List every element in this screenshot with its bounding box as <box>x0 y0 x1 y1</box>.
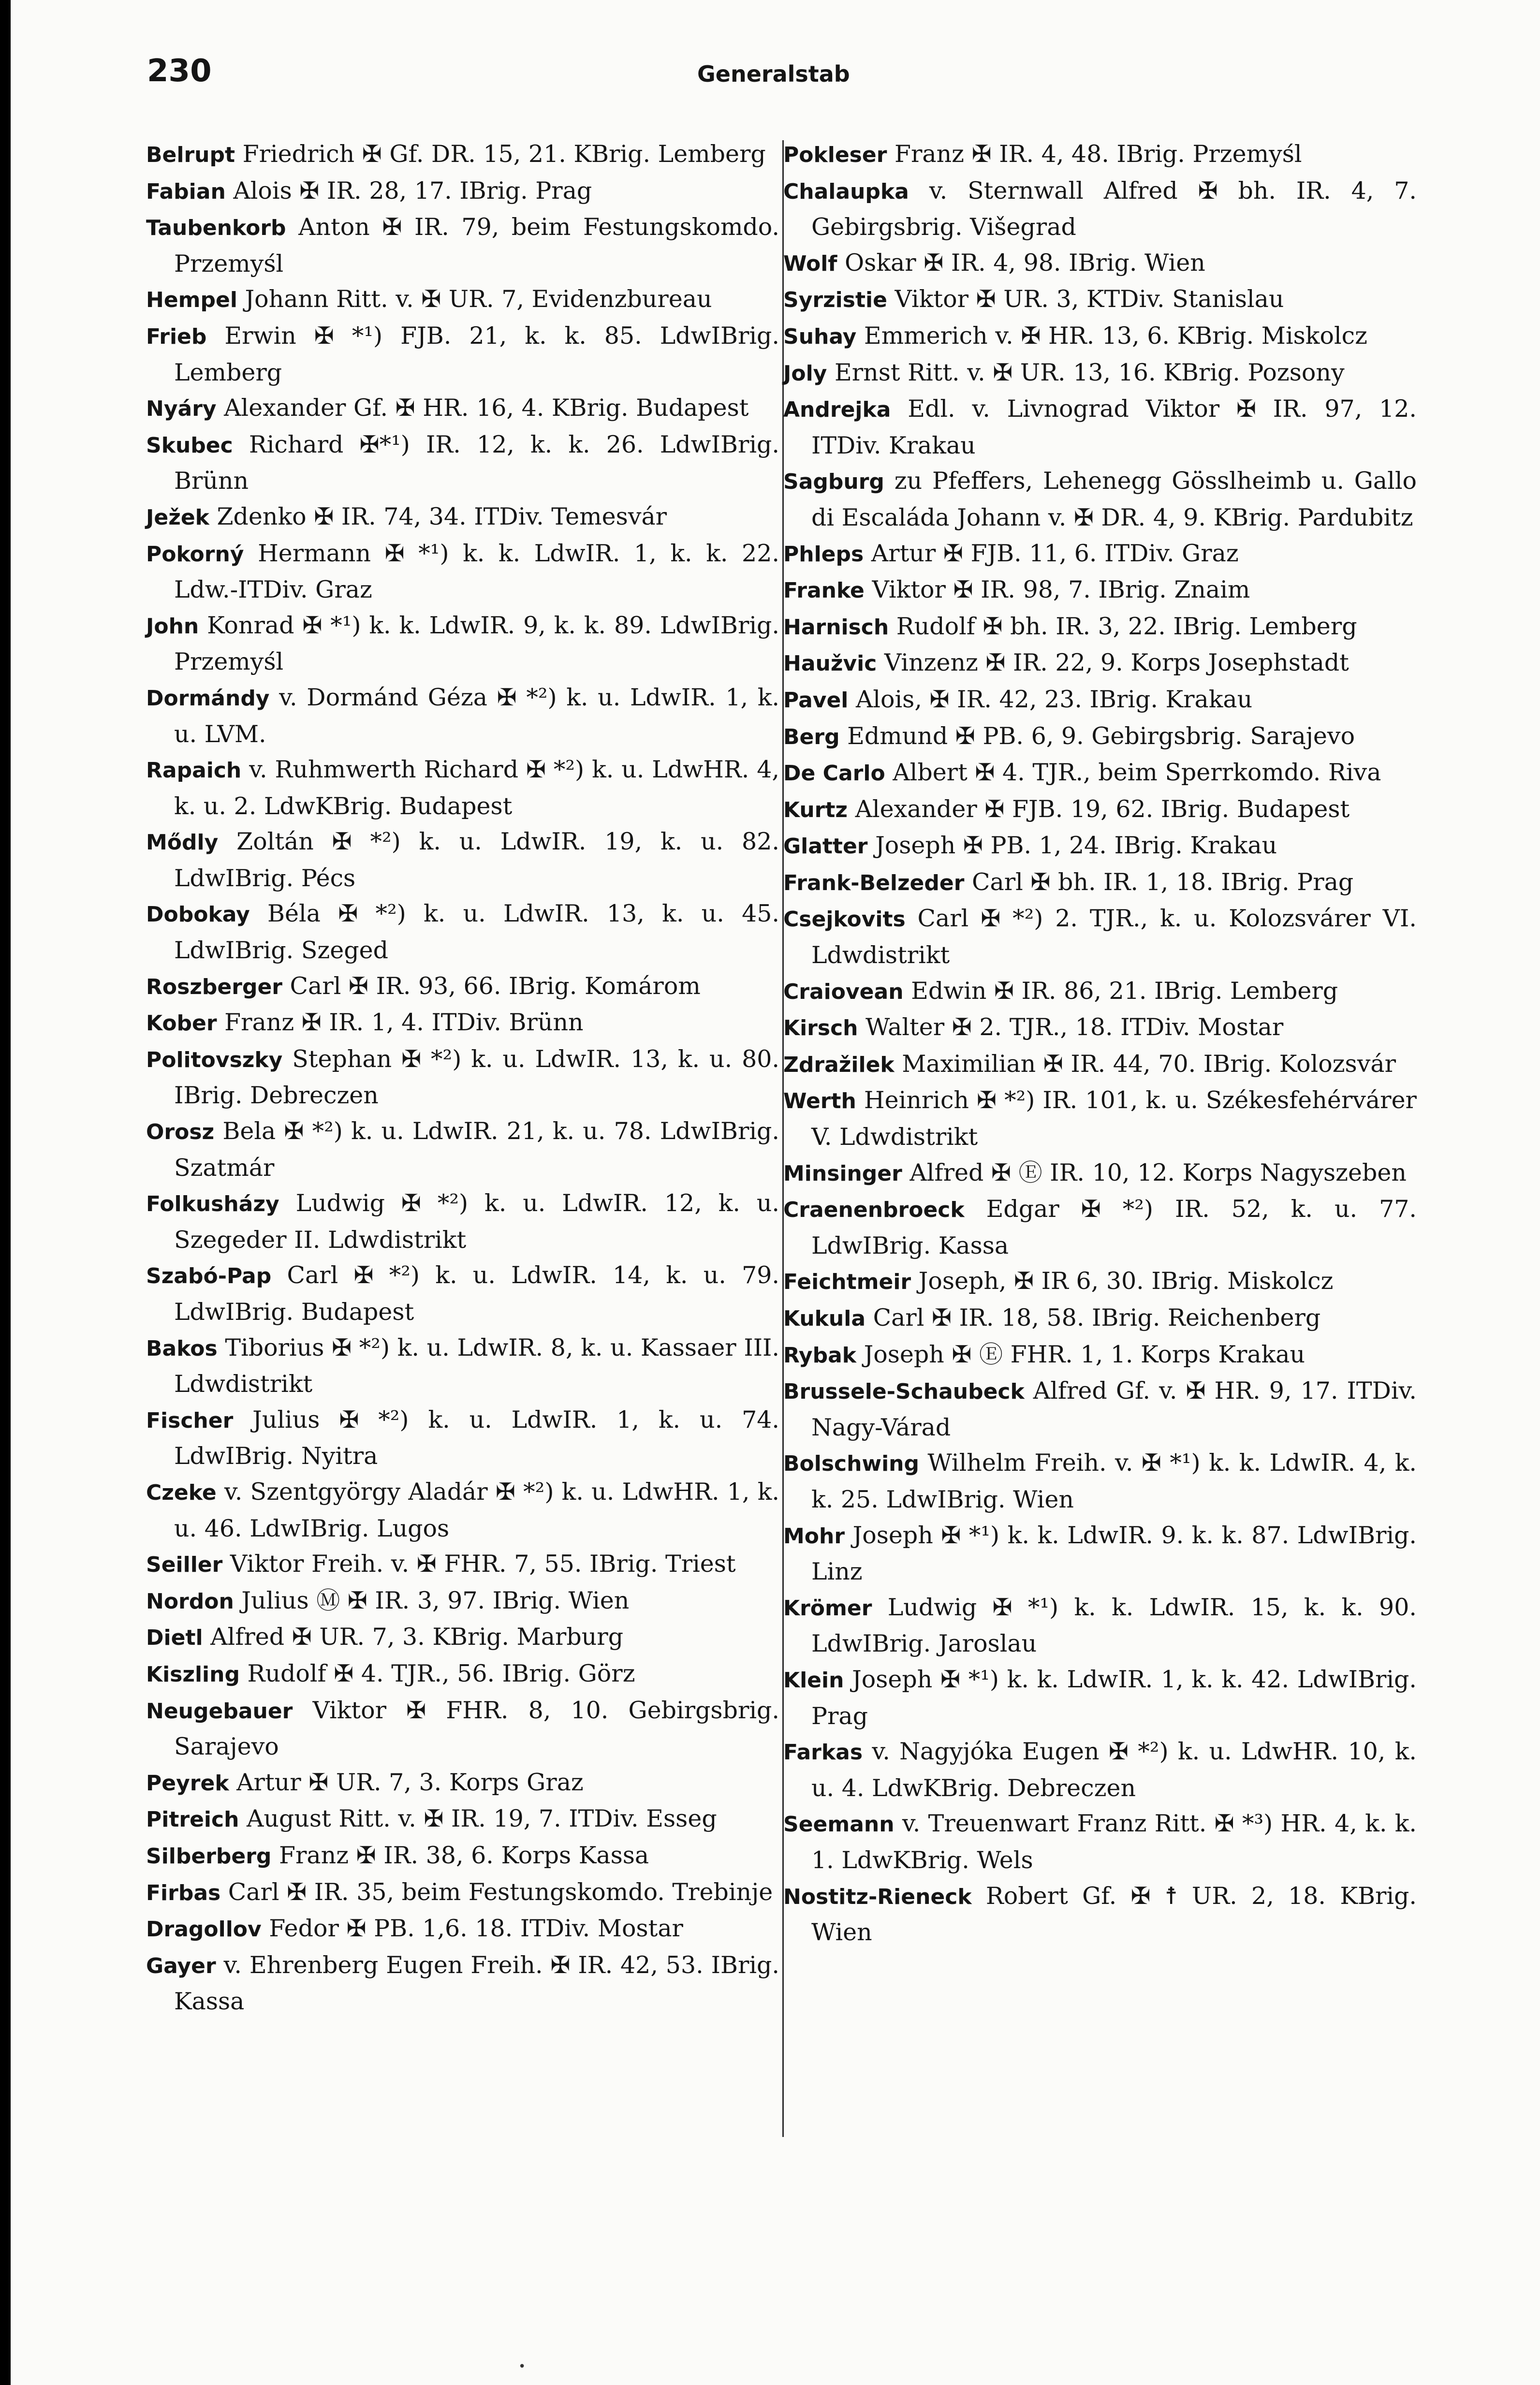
entry-text: Edwin ✠ IR. 86, 21. IBrig. Lemberg <box>903 977 1338 1005</box>
entry-name: Gayer <box>146 1953 216 1978</box>
entry-text: Carl ✠ IR. 93, 66. IBrig. Komárom <box>282 972 701 1000</box>
entry <box>783 1010 1417 1046</box>
page-number: 230 <box>147 53 212 89</box>
entry <box>146 1838 779 1874</box>
entry <box>146 136 779 173</box>
entry-text: Ludwig ✠ *²) k. u. LdwIR. 12, k. u. Szegeder II. Ldwdistrikt <box>174 1189 779 1254</box>
entry-text: Konrad ✠ *¹) k. k. LdwIR. 9, k. k. 89. LdwIBrig. Przemyśl <box>174 611 779 676</box>
entry-text: Rudolf ✠ 4. TJR., 56. IBrig. Görz <box>239 1659 635 1687</box>
entry-name: Fabian <box>146 179 226 204</box>
entry-text: Emmerich v. ✠ HR. 13, 6. KBrig. Miskolcz <box>856 322 1367 350</box>
entry-text: Albert ✠ 4. TJR., beim Sperrkomdo. Riva <box>885 759 1381 787</box>
entry-text: August Ritt. v. ✠ IR. 19, 7. ITDiv. Esseg <box>239 1805 717 1833</box>
entry <box>783 609 1417 645</box>
entry-name: Peyrek <box>146 1770 229 1796</box>
entry <box>783 536 1417 572</box>
entry-text: Walter ✠ 2. TJR., 18. ITDiv. Mostar <box>858 1013 1284 1041</box>
entry-name: Phleps <box>783 541 864 567</box>
entry-name: Frieb <box>146 324 207 349</box>
entry-name: Harnisch <box>783 615 889 640</box>
entry <box>783 1191 1417 1263</box>
entry-text: Viktor ✠ FHR. 8, 10. Gebirgsbrig. Sarajevo <box>174 1696 779 1761</box>
entry <box>146 824 779 896</box>
entry-text: Joseph ✠ *¹) k. k. LdwIR. 9. k. k. 87. LdwIBrig. Linz <box>811 1521 1417 1586</box>
entry-name: Werth <box>783 1089 856 1114</box>
entry <box>146 1801 779 1838</box>
entry <box>146 1005 779 1041</box>
entry <box>783 973 1417 1010</box>
entry-text: Oskar ✠ IR. 4, 98. IBrig. Wien <box>837 249 1205 277</box>
entry-name: Kurtz <box>783 797 848 822</box>
entry <box>146 499 779 536</box>
entry-text: Franz ✠ IR. 4, 48. IBrig. Przemyśl <box>887 140 1302 168</box>
entry <box>146 608 779 680</box>
entry-name: Nordon <box>146 1589 234 1614</box>
entry-name: Andrejka <box>783 397 891 423</box>
entry <box>146 1402 779 1474</box>
entry-text: Julius Ⓜ ✠ IR. 3, 97. IBrig. Wien <box>234 1586 630 1614</box>
entry-text: Maximilian ✠ IR. 44, 70. IBrig. Kolozsvár <box>894 1050 1396 1078</box>
entry-text: v. Treuenwart Franz Ritt. ✠ *³) HR. 4, k. k. 1. LdwKBrig. Wels <box>811 1810 1417 1874</box>
entry <box>146 1619 779 1656</box>
entry-name: Silberberg <box>146 1844 272 1869</box>
entry-text: v. Nagyjóka Eugen ✠ *²) k. u. LdwHR. 10, k. u. 4. LdwKBrig. Debreczen <box>811 1738 1417 1802</box>
entry <box>783 682 1417 718</box>
entry-text: Hermann ✠ *¹) k. k. LdwIR. 1, k. k. 22. Ldw.-ITDiv. Graz <box>174 539 779 604</box>
entry-name: Rybak <box>783 1343 857 1368</box>
entry <box>783 1806 1417 1878</box>
entry-name: Skubec <box>146 433 233 458</box>
entry-text: Johann Ritt. v. ✠ UR. 7, Evidenzbureau <box>237 285 712 313</box>
entry-text: Friedrich ✠ Gf. DR. 15, 21. KBrig. Lemberg <box>235 140 766 168</box>
entry-name: Feichtmeir <box>783 1270 911 1295</box>
entry <box>146 1330 779 1402</box>
entry-name: Zdražilek <box>783 1052 895 1077</box>
entry-text: Alfred ✠ UR. 7, 3. KBrig. Marburg <box>203 1623 624 1651</box>
entry-name: Pitreich <box>146 1807 239 1832</box>
entry-text: Zdenko ✠ IR. 74, 34. ITDiv. Temesvár <box>209 502 667 530</box>
entry-text: Artur ✠ FJB. 11, 6. ITDiv. Graz <box>864 539 1239 567</box>
entry-name: Czeke <box>146 1480 217 1505</box>
entry-text: Alexander ✠ FJB. 19, 62. IBrig. Budapest <box>848 795 1350 823</box>
entry-name: Frank-Belzeder <box>783 870 965 895</box>
entry-text: Anton ✠ IR. 79, beim Festungskomdo. Przemyśl <box>174 213 779 278</box>
entry-name: Roszberger <box>146 974 282 999</box>
entry-name: Farkas <box>783 1740 863 1765</box>
entry-name: Bolschwing <box>783 1451 919 1477</box>
entry-name: Ježek <box>146 505 209 530</box>
entry <box>783 1734 1417 1806</box>
entry-name: Szabó-Pap <box>146 1264 272 1289</box>
entry-text: Erwin ✠ *¹) FJB. 21, k. k. 85. LdwIBrig. Lemberg <box>174 322 779 386</box>
entry <box>783 901 1417 973</box>
entry-name: Mődly <box>146 830 219 855</box>
entry <box>146 1041 779 1113</box>
entry <box>146 680 779 752</box>
entry-text: Béla ✠ *²) k. u. LdwIR. 13, k. u. 45. LdwIBrig. Szeged <box>174 900 779 965</box>
entry-text: v. Ehrenberg Eugen Freih. ✠ IR. 42, 53. IBrig. Kassa <box>174 1951 779 2016</box>
footer-mark: • <box>518 2359 526 2374</box>
entry-text: zu Pfeffers, Lehenegg Gösslheimb u. Gallo di Escaláda Johann v. ✠ DR. 4, 9. KBrig. Pardubitz <box>811 467 1417 531</box>
entry-name: Klein <box>783 1668 844 1693</box>
entry-text: Robert Gf. ✠ ☨ UR. 2, 18. KBrig. Wien <box>811 1882 1417 1946</box>
entry-text: v. Sternwall Alfred ✠ bh. IR. 4, 7. Gebirgsbrig. Višegrad <box>811 176 1417 241</box>
entry <box>146 1693 779 1765</box>
entry-text: Carl ✠ *²) 2. TJR., k. u. Kolozsvárer VI. Ldwdistrikt <box>811 905 1417 969</box>
entry-name: John <box>146 614 199 639</box>
entry-name: Kiszling <box>146 1662 240 1687</box>
entry-name: Krömer <box>783 1595 872 1621</box>
entry-text: Franz ✠ IR. 1, 4. ITDiv. Brünn <box>217 1009 584 1037</box>
entry <box>783 828 1417 864</box>
entry-name: Joly <box>783 361 827 386</box>
entry-name: Nyáry <box>146 396 217 422</box>
entry <box>146 1185 779 1258</box>
entry-name: Suhay <box>783 324 857 349</box>
entry-text: Stephan ✠ *²) k. u. LdwIR. 13, k. u. 80. IBrig. Debreczen <box>174 1045 779 1110</box>
entry <box>783 572 1417 609</box>
entry <box>146 1546 779 1583</box>
entry <box>783 864 1417 901</box>
entry <box>783 1155 1417 1192</box>
entry-text: Alois, ✠ IR. 42, 23. IBrig. Krakau <box>848 685 1253 713</box>
entry-text: Alexander Gf. ✠ HR. 16, 4. KBrig. Budapest <box>216 394 749 422</box>
left-column <box>146 136 779 2019</box>
entry <box>783 791 1417 828</box>
entry <box>146 752 779 824</box>
right-column <box>783 136 1417 1950</box>
entry-name: Kober <box>146 1011 217 1036</box>
entry <box>146 1765 779 1801</box>
entry-text: Edl. v. Livnograd Viktor ✠ IR. 97, 12. ITDiv. Krakau <box>811 395 1417 459</box>
entry-text: Alfred Gf. v. ✠ HR. 9, 17. ITDiv. Nagy-Várad <box>811 1377 1417 1441</box>
entry <box>783 1300 1417 1337</box>
entry <box>146 209 779 281</box>
entry-text: Tiborius ✠ *²) k. u. LdwIR. 8, k. u. Kassaer III. Ldwdistrikt <box>174 1333 779 1398</box>
entry-name: Craenenbroeck <box>783 1198 965 1223</box>
entry-text: Viktor Freih. v. ✠ FHR. 7, 55. IBrig. Triest <box>222 1550 736 1578</box>
document-page <box>11 0 1540 2385</box>
entry-text: Alfred ✠ Ⓔ IR. 10, 12. Korps Nagyszeben <box>902 1158 1407 1186</box>
entry-name: Glatter <box>783 834 868 859</box>
entry-name: Pavel <box>783 688 849 713</box>
entry-text: Joseph ✠ Ⓔ FHR. 1, 1. Korps Krakau <box>856 1340 1305 1368</box>
entry-text: Richard ✠*¹) IR. 12, k. k. 26. LdwIBrig. Brünn <box>174 430 779 495</box>
entry-text: Carl ✠ IR. 18, 58. IBrig. Reichenberg <box>865 1304 1321 1332</box>
entry-name: Seemann <box>783 1812 895 1837</box>
entry-name: Neugebauer <box>146 1698 293 1724</box>
entry-name: Wolf <box>783 251 837 276</box>
entry-text: Rudolf ✠ bh. IR. 3, 22. IBrig. Lemberg <box>889 612 1357 640</box>
entry <box>783 136 1417 173</box>
entry-text: Heinrich ✠ *²) IR. 101, k. u. Székesfehérvárer V. Ldwdistrikt <box>811 1086 1417 1151</box>
entry <box>783 245 1417 282</box>
entry-text: Edmund ✠ PB. 6, 9. Gebirgsbrig. Sarajevo <box>839 722 1355 750</box>
entry-name: Dietl <box>146 1625 203 1651</box>
entry-name: Fischer <box>146 1408 234 1433</box>
entry <box>146 1874 779 1911</box>
entry-name: Dobokay <box>146 902 250 927</box>
entry-text: Joseph ✠ PB. 1, 24. IBrig. Krakau <box>867 832 1277 860</box>
entry-name: Minsinger <box>783 1161 902 1186</box>
entry <box>146 536 779 608</box>
entry-name: Taubenkorb <box>146 216 286 241</box>
entry-name: Firbas <box>146 1880 221 1905</box>
entry-text: Carl ✠ IR. 35, beim Festungskomdo. Trebinje <box>220 1878 773 1906</box>
entry <box>146 1656 779 1693</box>
entry-text: Joseph ✠ *¹) k. k. LdwIR. 1, k. k. 42. LdwIBrig. Prag <box>811 1665 1417 1730</box>
entry-name: Orosz <box>146 1120 215 1145</box>
entry-text: Franz ✠ IR. 38, 6. Korps Kassa <box>271 1841 649 1869</box>
entry-text: Carl ✠ bh. IR. 1, 18. IBrig. Prag <box>964 868 1354 896</box>
entry-text: Artur ✠ UR. 7, 3. Korps Graz <box>229 1768 584 1796</box>
entry <box>146 968 779 1005</box>
entry <box>146 1583 779 1620</box>
entry <box>783 1518 1417 1590</box>
entry-name: Sagburg <box>783 469 884 495</box>
entry <box>783 173 1417 245</box>
entry <box>146 281 779 318</box>
entry-name: Bakos <box>146 1336 218 1361</box>
entry-text: Wilhelm Freih. v. ✠ *¹) k. k. LdwIR. 4, k. k. 25. LdwIBrig. Wien <box>811 1449 1417 1513</box>
entry <box>783 718 1417 755</box>
entry <box>146 1258 779 1330</box>
entry <box>783 645 1417 682</box>
entry <box>146 1113 779 1185</box>
entry-text: Ernst Ritt. v. ✠ UR. 13, 16. KBrig. Pozsony <box>827 358 1345 386</box>
entry-name: Seiller <box>146 1552 223 1578</box>
entry-name: Kukula <box>783 1306 866 1331</box>
entry <box>783 1046 1417 1083</box>
entry <box>146 1947 779 2019</box>
entry <box>146 1474 779 1546</box>
entry-text: Carl ✠ *²) k. u. LdwIR. 14, k. u. 79. LdwIBrig. Budapest <box>174 1261 779 1326</box>
entry-name: Belrupt <box>146 143 235 167</box>
entry-text: Bela ✠ *²) k. u. LdwIR. 21, k. u. 78. LdwIBrig. Szatmár <box>174 1117 779 1182</box>
entry <box>783 391 1417 463</box>
entry-text: Fedor ✠ PB. 1,6. 18. ITDiv. Mostar <box>261 1915 683 1943</box>
entry-name: Dragollov <box>146 1917 262 1942</box>
entry <box>146 390 779 427</box>
entry-text: Viktor ✠ UR. 3, KTDiv. Stanislau <box>887 285 1284 313</box>
entry-name: Brussele-Schaubeck <box>783 1379 1025 1405</box>
entry <box>783 1662 1417 1734</box>
entry-name: Kirsch <box>783 1016 858 1041</box>
entry-name: Mohr <box>783 1523 845 1549</box>
entry-text: v. Dormánd Géza ✠ *²) k. u. LdwIR. 1, k. u. LVM. <box>174 683 779 748</box>
entry-name: Politovszky <box>146 1047 283 1072</box>
entry-name: Pokorný <box>146 541 244 567</box>
entry-name: Dormándy <box>146 686 270 711</box>
entry-text: Joseph, ✠ IR 6, 30. IBrig. Miskolcz <box>911 1267 1334 1295</box>
entry-name: Rapaich <box>146 758 242 783</box>
running-title: Generalstab <box>697 61 850 87</box>
entry-text: Vinzenz ✠ IR. 22, 9. Korps Josephstadt <box>877 649 1349 677</box>
entry-text: Zoltán ✠ *²) k. u. LdwIR. 19, k. u. 82. LdwIBrig. Pécs <box>174 828 779 892</box>
entry <box>783 463 1417 535</box>
entry <box>783 1263 1417 1300</box>
entry <box>146 318 779 390</box>
entry-name: Franke <box>783 578 865 603</box>
entry-name: Pokleser <box>783 143 887 167</box>
entry-text: Alois ✠ IR. 28, 17. IBrig. Prag <box>225 176 592 205</box>
entry-name: Csejkovits <box>783 907 906 932</box>
entry <box>146 173 779 210</box>
entry-text: Edgar ✠ *²) IR. 52, k. u. 77. LdwIBrig. Kassa <box>811 1195 1417 1259</box>
entry <box>146 896 779 968</box>
entry <box>146 427 779 499</box>
entry-name: Chalaupka <box>783 179 909 204</box>
entry <box>783 1083 1417 1155</box>
entry-name: Nostitz-Rieneck <box>783 1884 972 1909</box>
entry <box>783 1337 1417 1374</box>
entry-text: v. Ruhmwerth Richard ✠ *²) k. u. LdwHR. 4, k. u. 2. LdwKBrig. Budapest <box>174 756 779 820</box>
entry-name: Craiovean <box>783 979 904 1004</box>
entry <box>783 355 1417 392</box>
entry <box>783 281 1417 318</box>
entry-name: Hempel <box>146 288 237 313</box>
entry-text: Viktor ✠ IR. 98, 7. IBrig. Znaim <box>864 576 1250 604</box>
entry-name: Haužvic <box>783 651 877 676</box>
page-header <box>11 53 1540 111</box>
entry <box>783 1445 1417 1517</box>
entry <box>783 1590 1417 1662</box>
entry <box>783 755 1417 791</box>
entry <box>146 1911 779 1947</box>
entry-text: v. Szentgyörgy Aladár ✠ *²) k. u. LdwHR. 1, k. u. 46. LdwIBrig. Lugos <box>174 1478 779 1542</box>
entry-text: Ludwig ✠ *¹) k. k. LdwIR. 15, k. k. 90. LdwIBrig. Jaroslau <box>811 1593 1417 1658</box>
entry-name: Berg <box>783 724 840 749</box>
entry-name: Folkusházy <box>146 1192 279 1217</box>
entry-name: De Carlo <box>783 761 885 786</box>
entry <box>783 1373 1417 1445</box>
entry-name: Syrzistie <box>783 288 887 313</box>
entry <box>783 1878 1417 1950</box>
entry-text: Julius ✠ *²) k. u. LdwIR. 1, k. u. 74. LdwIBrig. Nyitra <box>174 1405 779 1470</box>
entry <box>783 318 1417 355</box>
